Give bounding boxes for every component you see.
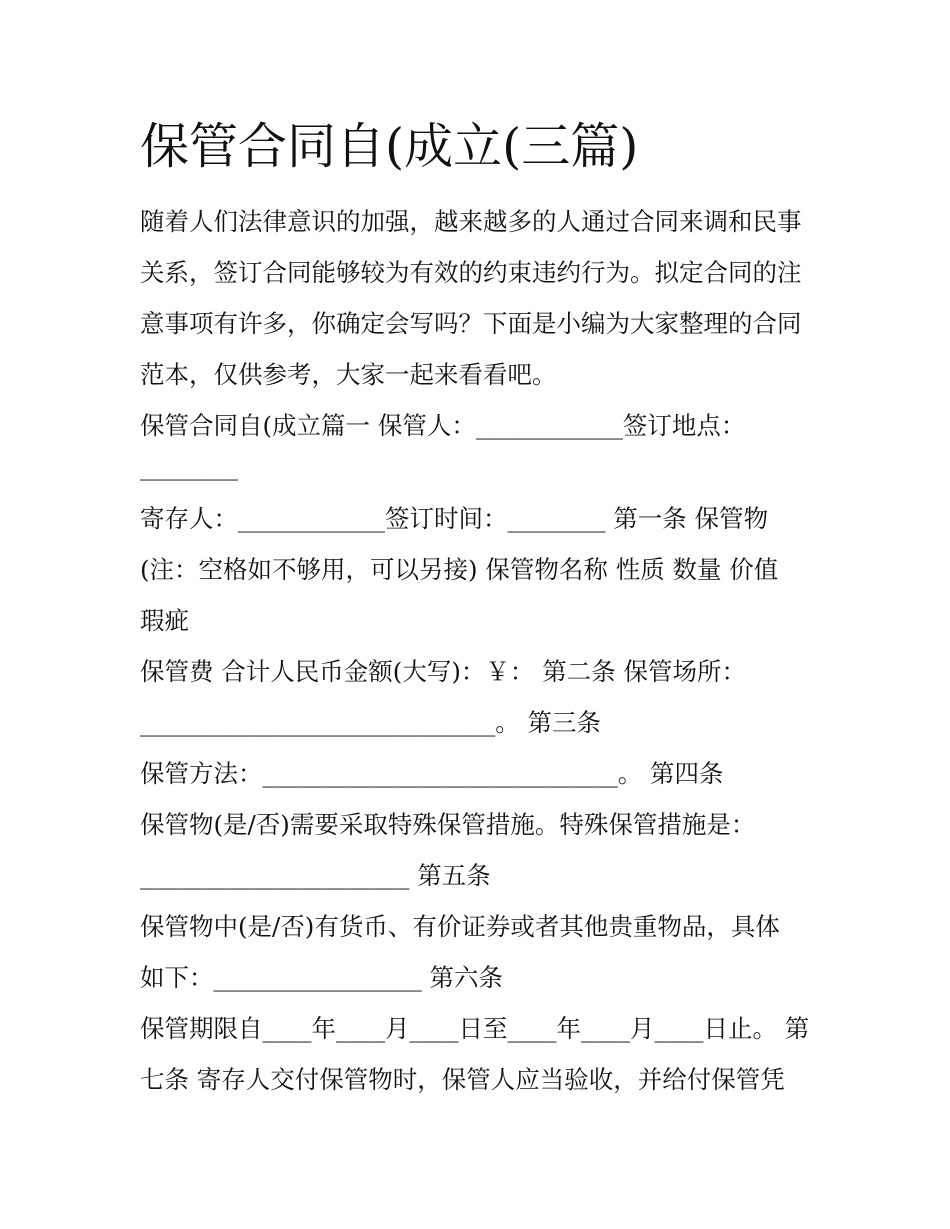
body-line: 保管期限自____年____月____日至____年____月____日止。 第 <box>140 1014 810 1043</box>
body-line: 范本，仅供参考，大家一起来看看吧。 <box>140 360 557 389</box>
body-line: 随着人们法律意识的加强，越来越多的人通过合同来调和民事 <box>140 207 802 236</box>
body-line: ______________________ 第五条 <box>140 861 491 890</box>
document-title: 保管合同自(成立(三篇) <box>140 118 639 175</box>
body-line: 保管物(是/否)需要采取特殊保管措施。特殊保管措施是： <box>140 810 756 839</box>
body-line: 保管物中(是/否)有货币、有价证券或者其他贵重物品，具体 <box>140 912 780 941</box>
body-line: 关系，签订合同能够较为有效的约束违约行为。拟定合同的注 <box>140 258 802 287</box>
body-line: 保管方法：_____________________________。 第四条 <box>140 759 724 788</box>
body-line: (注：空格如不够用，可以另接) 保管物名称 性质 数量 价值 <box>140 555 779 584</box>
body-line: 瑕疵 <box>140 606 189 635</box>
body-line: 保管合同自(成立篇一 保管人：____________签订地点： <box>140 411 746 440</box>
body-line: 寄存人：____________签订时间：________ 第一条 保管物 <box>140 504 769 533</box>
body-line: 七条 寄存人交付保管物时，保管人应当验收，并给付保管凭 <box>140 1065 785 1094</box>
body-line: 保管费 合计人民币金额(大写)：￥： 第二条 保管场所： <box>140 657 746 686</box>
body-line: _____________________________。 第三条 <box>140 708 602 737</box>
body-line: 意事项有许多，你确定会写吗？下面是小编为大家整理的合同 <box>140 309 802 338</box>
body-line: 如下：_________________ 第六条 <box>140 963 504 992</box>
body-line: ________ <box>140 452 238 481</box>
